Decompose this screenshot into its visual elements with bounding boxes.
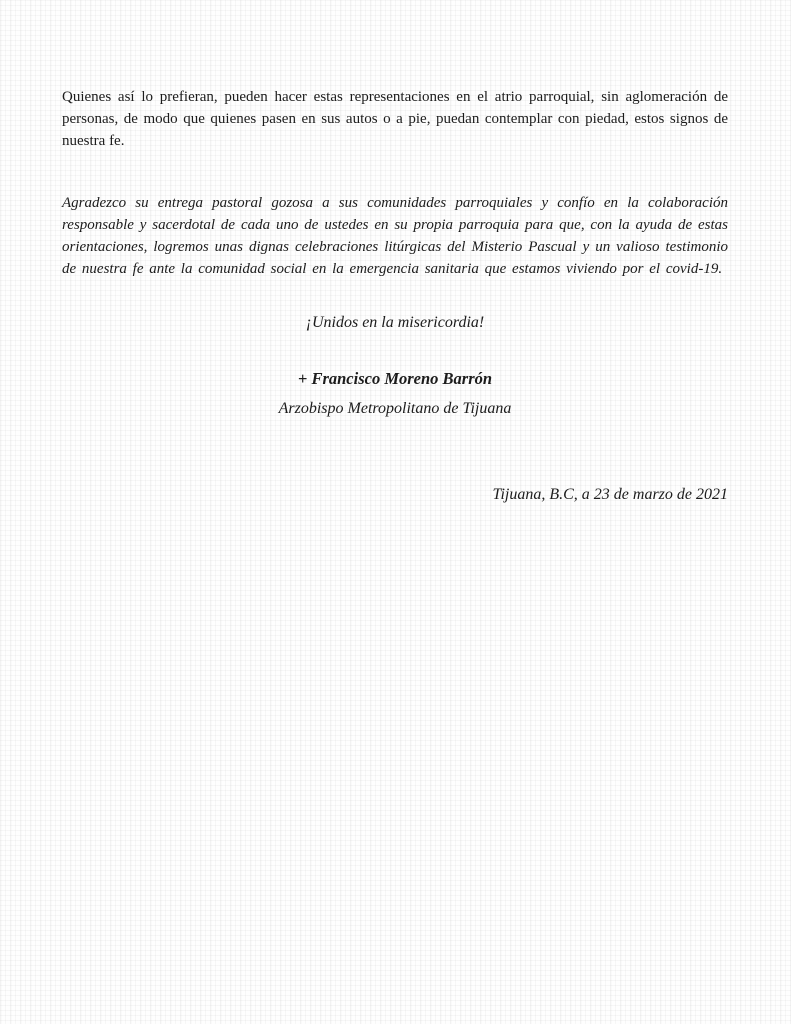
letter-content — [0, 0, 791, 506]
signature-title: Arzobispo Metropolitano de Tijuana — [278, 400, 512, 417]
signature-name: + Francisco Moreno Barrón — [297, 369, 493, 388]
closing-motto: ¡Unidos en la misericordia! — [305, 314, 485, 331]
paragraph-agradecimiento: Agradezco su entrega pastoral gozosa a sus comunidades parroquiales y confío en la colaboración responsable y sacerdotal de cada uno de ustedes en su propia parroquia para que, con la ayuda de estas orientaciones, logremos unas dignas celebraciones litúrgicas del Misterio Pascual y un valioso testimonio de nuestra fe ante la comunidad social en la emergencia sanitaria que estamos viviendo por el covid-19. — [62, 195, 728, 277]
dateline: Tijuana, B.C, a 23 de marzo de 2021 — [492, 486, 728, 503]
paragraph-atrio-parroquial: Quienes así lo prefieran, pueden hacer estas representaciones en el atrio parroquial, sin aglomeración de personas, de modo que quienes pasen en sus autos o a pie, puedan contemplar con piedad, estos signos de nuestra fe. — [62, 89, 728, 149]
